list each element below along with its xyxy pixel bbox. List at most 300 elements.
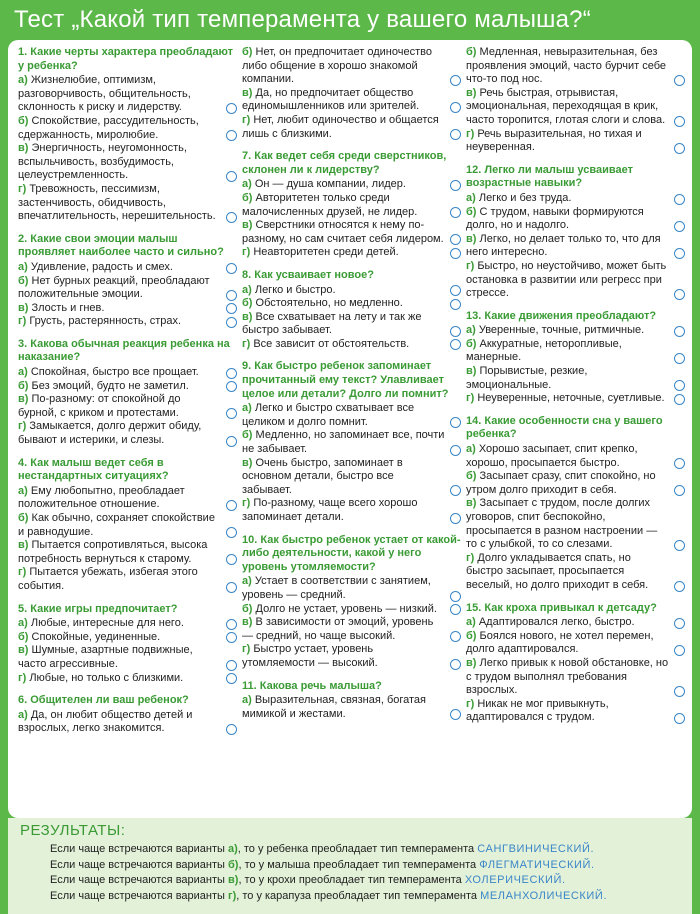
answer-radio[interactable] bbox=[450, 659, 461, 670]
option-text: Устает в соответствии с занятием, уровень — средний. bbox=[242, 575, 431, 601]
answer-radio[interactable] bbox=[450, 102, 461, 113]
answer-option bbox=[242, 192, 462, 219]
option-text: Все зависит от обстоятельств. bbox=[253, 337, 410, 350]
answer-option bbox=[18, 261, 238, 275]
option-text: Замыкается, долго держит обиду, бывают и истерики, и слезы. bbox=[18, 420, 202, 447]
question-number: 1. bbox=[18, 46, 28, 58]
option-letter: а) bbox=[18, 366, 28, 379]
answer-option bbox=[466, 616, 686, 630]
question-text: Как ведет себя среди сверстников, склонен ли к лидерству? bbox=[242, 150, 447, 176]
option-text: Очень быстро, запоминает в основном детали, быстро все забывает. bbox=[242, 456, 403, 496]
option-text: Легко, но делает только то, что для него интересно. bbox=[466, 232, 661, 259]
answer-option bbox=[242, 46, 462, 87]
temperament-type: ХОЛЕРИЧЕСКИЙ. bbox=[464, 874, 566, 886]
results-list bbox=[20, 842, 692, 904]
answer-option bbox=[466, 698, 686, 725]
temperament-type: ФЛЕГМАТИЧЕСКИЙ. bbox=[479, 858, 595, 871]
result-variant: б) bbox=[228, 858, 239, 871]
result-line bbox=[20, 873, 692, 889]
question-block bbox=[466, 46, 686, 155]
option-letter: б) bbox=[466, 470, 477, 483]
option-text: С трудом, навыки формируются долго, но и надолго. bbox=[466, 205, 644, 232]
temperament-type: МЕЛАНХОЛИЧЕСКИЙ. bbox=[480, 889, 608, 902]
option-text: По-разному, чаще всего хорошо запоминает детали. bbox=[242, 497, 418, 523]
result-prefix: Если чаще встречаются варианты bbox=[50, 843, 225, 855]
answer-option bbox=[18, 366, 238, 380]
answer-radio[interactable] bbox=[450, 326, 461, 337]
question-text: Какие движения преобладают? bbox=[484, 309, 657, 322]
result-prefix: Если чаще встречаются варианты bbox=[50, 874, 225, 886]
answer-radio[interactable] bbox=[450, 234, 461, 245]
question-heading bbox=[18, 603, 238, 617]
question-heading bbox=[466, 310, 686, 324]
question-heading bbox=[18, 694, 238, 708]
option-text: По-разному: от спокойной до бурной, с криком и протестами. bbox=[18, 393, 181, 419]
answer-option bbox=[466, 365, 686, 392]
answer-option bbox=[242, 429, 462, 456]
answer-radio[interactable] bbox=[674, 116, 685, 127]
question-block bbox=[242, 360, 462, 524]
answer-radio[interactable] bbox=[674, 289, 685, 300]
result-line bbox=[20, 842, 692, 858]
option-text: Тревожность, пессимизм, застенчивость, обидчивость, впечатлительность, нерешительность. bbox=[18, 182, 216, 223]
answer-option bbox=[242, 575, 462, 602]
option-letter: в) bbox=[242, 310, 253, 323]
answer-option bbox=[18, 183, 238, 224]
answer-radio[interactable] bbox=[226, 368, 237, 379]
answer-option bbox=[242, 284, 462, 298]
question-number: 5. bbox=[18, 602, 28, 615]
answer-radio[interactable] bbox=[674, 686, 685, 697]
question-number: 6. bbox=[18, 694, 28, 707]
answer-option bbox=[18, 115, 238, 142]
result-variant: г) bbox=[228, 889, 237, 902]
answer-radio[interactable] bbox=[674, 353, 685, 364]
question-text: Общителен ли ваш ребенок? bbox=[30, 694, 189, 707]
option-text: Энергичность, неугомонность, вспыльчивость, возбудимость, целеустремленность. bbox=[18, 142, 187, 182]
answer-option bbox=[18, 566, 238, 593]
answer-option bbox=[18, 275, 238, 302]
result-prefix: Если чаще встречаются варианты bbox=[50, 858, 225, 871]
question-number: 7. bbox=[242, 150, 252, 163]
result-variant: в) bbox=[228, 874, 239, 886]
question-heading bbox=[18, 338, 238, 365]
answer-radio[interactable] bbox=[674, 143, 685, 154]
answer-radio[interactable] bbox=[226, 632, 237, 643]
question-number: 10. bbox=[242, 533, 258, 546]
answer-option bbox=[18, 617, 238, 631]
option-text: Неуверенные, неточные, суетливые. bbox=[477, 392, 665, 405]
option-letter: а) bbox=[242, 575, 252, 588]
answer-radio[interactable] bbox=[674, 485, 685, 496]
question-block bbox=[18, 338, 238, 448]
option-letter: а) bbox=[242, 178, 252, 191]
option-letter: в) bbox=[242, 456, 253, 469]
option-text: Адаптировался легко, быстро. bbox=[478, 616, 635, 629]
answer-option bbox=[242, 178, 462, 192]
answer-radio[interactable] bbox=[674, 380, 685, 391]
option-letter: б) bbox=[18, 274, 29, 287]
question-heading bbox=[18, 46, 238, 73]
answer-radio[interactable] bbox=[226, 171, 237, 182]
answer-option bbox=[242, 114, 462, 141]
option-letter: в) bbox=[466, 365, 477, 378]
question-text: Какие особенности сна у вашего ребенка? bbox=[466, 414, 663, 441]
result-variant: а) bbox=[228, 843, 238, 855]
option-text: Грусть, растерянность, страх. bbox=[29, 315, 182, 328]
question-block bbox=[242, 680, 462, 722]
option-letter: а) bbox=[466, 191, 476, 204]
option-letter: г) bbox=[18, 315, 27, 328]
answer-radio[interactable] bbox=[226, 500, 237, 511]
option-text: Жизнелюбие, оптимизм, разговорчивость, общительность, склонность к риску и лидерству. bbox=[18, 74, 191, 114]
column-2 bbox=[242, 46, 462, 818]
question-number: 15. bbox=[466, 601, 482, 614]
option-text: Медленная, невыразительная, без проявления эмоций, часто бурчит себе что-то под нос. bbox=[466, 46, 667, 86]
answer-radio[interactable] bbox=[674, 75, 685, 86]
answer-option bbox=[18, 631, 238, 645]
option-letter: б) bbox=[18, 379, 29, 392]
answer-radio[interactable] bbox=[450, 709, 461, 720]
answer-radio[interactable] bbox=[226, 660, 237, 671]
answer-radio[interactable] bbox=[226, 554, 237, 565]
answer-radio[interactable] bbox=[450, 604, 461, 615]
question-heading bbox=[18, 457, 238, 484]
answer-radio[interactable] bbox=[450, 299, 461, 310]
answer-option bbox=[18, 315, 238, 329]
option-letter: а) bbox=[18, 484, 28, 497]
option-letter: б) bbox=[242, 297, 253, 310]
answer-radio[interactable] bbox=[450, 485, 461, 496]
answer-option bbox=[466, 192, 686, 206]
question-block bbox=[18, 694, 238, 736]
option-text: Уверенные, точные, ритмичные. bbox=[478, 324, 645, 337]
question-block bbox=[18, 603, 238, 686]
option-text: Легко и без труда. bbox=[478, 191, 572, 204]
option-text: Долго не устает, уровень — низкий. bbox=[255, 602, 437, 615]
question-block bbox=[466, 415, 686, 593]
option-letter: г) bbox=[466, 392, 475, 405]
option-letter: а) bbox=[18, 617, 28, 630]
column-1 bbox=[18, 46, 238, 818]
option-text: Нет, он предпочитает одиночество либо общение в хорошо знакомой компании. bbox=[242, 46, 432, 86]
answer-option bbox=[242, 219, 462, 246]
option-letter: г) bbox=[466, 697, 475, 710]
answer-option bbox=[18, 393, 238, 420]
option-letter: а) bbox=[242, 694, 252, 707]
option-text: Легко и быстро. bbox=[254, 283, 336, 296]
answer-radio[interactable] bbox=[226, 582, 237, 593]
option-text: Спокойная, быстро все прощает. bbox=[30, 366, 199, 379]
option-letter: а) bbox=[18, 708, 28, 721]
answer-radio[interactable] bbox=[226, 303, 237, 314]
option-text: Речь быстрая, отрывистая, эмоциональная, переходящая в крик, часто торопится, глотая слоги и слова. bbox=[466, 86, 666, 126]
option-text: Неавторитетен среди детей. bbox=[253, 246, 399, 259]
answer-radio[interactable] bbox=[674, 581, 685, 592]
option-letter: г) bbox=[18, 420, 27, 433]
question-number: 13. bbox=[466, 309, 482, 322]
option-text: Легко и быстро схватывает все целиком и долго помнит. bbox=[242, 402, 415, 428]
option-text: Без эмоций, будто не заметил. bbox=[31, 379, 189, 392]
result-prefix: Если чаще встречаются варианты bbox=[50, 889, 225, 902]
option-letter: г) bbox=[466, 259, 475, 272]
option-text: Удивление, радость и смех. bbox=[30, 260, 173, 273]
answer-radio[interactable] bbox=[450, 180, 461, 191]
answer-radio[interactable] bbox=[674, 713, 685, 724]
answer-option bbox=[242, 694, 462, 721]
answer-radio[interactable] bbox=[450, 285, 461, 296]
option-text: Боялся нового, не хотел перемен, долго адаптировался. bbox=[466, 629, 654, 656]
question-number: 14. bbox=[466, 414, 482, 427]
option-letter: а) bbox=[466, 443, 476, 456]
question-text: Как быстро ребенок устает от какой-либо деятельности, какой у него уровень утомляемости? bbox=[242, 533, 461, 573]
option-letter: а) bbox=[18, 260, 28, 273]
answer-radio[interactable] bbox=[674, 221, 685, 232]
option-text: Ему любопытно, преобладает положительное отношение. bbox=[18, 484, 185, 511]
question-text: Как малыш ведет себя в нестандартных ситуациях? bbox=[18, 456, 169, 483]
option-text: Пытается убежать, избегая этого события. bbox=[18, 566, 198, 592]
option-text: Обстоятельно, но медленно. bbox=[255, 297, 403, 310]
answer-radio[interactable] bbox=[674, 394, 685, 405]
option-letter: г) bbox=[466, 127, 475, 140]
option-text: Быстро устает, уровень утомляемости — высокий. bbox=[242, 643, 378, 669]
option-text: Шумные, азартные подвижные, часто агрессивные. bbox=[18, 644, 193, 670]
question-number: 11. bbox=[242, 679, 257, 692]
question-text: Как быстро ребенок запоминает прочитанный ему текст? Улавливает целое или детали? Долго ли помнит? bbox=[242, 360, 449, 400]
option-text: Порывистые, резкие, эмоциональные. bbox=[466, 365, 588, 391]
answer-option bbox=[18, 142, 238, 183]
question-number: 4. bbox=[18, 456, 28, 469]
question-text: Какова речь малыша? bbox=[259, 679, 382, 692]
question-heading bbox=[466, 164, 686, 191]
option-letter: б) bbox=[242, 46, 253, 58]
answer-radio[interactable] bbox=[226, 673, 237, 684]
question-block bbox=[466, 310, 686, 406]
option-letter: б) bbox=[18, 630, 29, 643]
answer-option bbox=[466, 497, 686, 551]
option-letter: б) bbox=[466, 205, 477, 218]
answer-radio[interactable] bbox=[226, 212, 237, 223]
answer-option bbox=[242, 643, 462, 670]
option-letter: г) bbox=[18, 566, 27, 579]
question-heading bbox=[242, 680, 462, 694]
answer-radio[interactable] bbox=[226, 130, 237, 141]
answer-option bbox=[18, 420, 238, 447]
option-letter: г) bbox=[242, 497, 251, 510]
result-middle: , то у крохи преобладает тип темперамента bbox=[238, 874, 462, 886]
option-text: Быстро, но неустойчиво, может быть остановка в развитии или регресс при стрессе. bbox=[466, 259, 667, 300]
answer-option bbox=[466, 46, 686, 87]
answer-radio[interactable] bbox=[674, 194, 685, 205]
option-letter: б) bbox=[18, 512, 29, 524]
answer-radio[interactable] bbox=[674, 248, 685, 259]
answer-radio[interactable] bbox=[450, 445, 461, 456]
answer-option bbox=[466, 87, 686, 128]
question-block bbox=[242, 150, 462, 260]
option-letter: г) bbox=[18, 182, 27, 195]
option-text: Пытается сопротивляться, высока потребность вернуться к старому. bbox=[18, 539, 208, 565]
answer-radio[interactable] bbox=[226, 724, 237, 735]
option-letter: б) bbox=[466, 46, 477, 58]
option-letter: б) bbox=[242, 429, 253, 442]
option-letter: в) bbox=[18, 539, 29, 552]
answer-radio[interactable] bbox=[226, 103, 237, 114]
answer-option bbox=[242, 311, 462, 338]
answer-radio[interactable] bbox=[674, 618, 685, 629]
answer-option bbox=[242, 497, 462, 524]
result-middle: , то у карапуза преобладает тип темперамента bbox=[236, 889, 478, 902]
option-letter: г) bbox=[242, 113, 251, 126]
question-heading bbox=[242, 534, 462, 575]
answer-radio[interactable] bbox=[674, 540, 685, 551]
option-text: Нет бурных реакций, преобладают положительные эмоции. bbox=[18, 274, 210, 301]
answer-option bbox=[466, 128, 686, 155]
questions-panel bbox=[8, 40, 692, 818]
question-text: Какие черты характера преобладают у ребенка? bbox=[18, 46, 233, 72]
answer-radio[interactable] bbox=[450, 513, 461, 524]
question-block bbox=[242, 534, 462, 671]
option-letter: в) bbox=[466, 86, 477, 99]
answer-option bbox=[18, 644, 238, 671]
answer-option bbox=[466, 470, 686, 497]
answer-radio[interactable] bbox=[450, 207, 461, 218]
answer-option bbox=[466, 392, 686, 406]
question-heading bbox=[242, 269, 462, 283]
option-letter: г) bbox=[242, 643, 251, 656]
option-letter: г) bbox=[242, 337, 251, 350]
option-letter: г) bbox=[466, 551, 475, 564]
column-3 bbox=[466, 46, 686, 818]
question-text: Какие свои эмоции малыш проявляет наиболее часто и сильно? bbox=[18, 232, 224, 259]
answer-radio[interactable] bbox=[226, 290, 237, 301]
temperament-type: САНГВИНИЧЕСКИЙ. bbox=[477, 843, 595, 855]
question-number: 12. bbox=[466, 163, 482, 176]
answer-radio[interactable] bbox=[450, 129, 461, 140]
question-number: 8. bbox=[242, 268, 252, 281]
option-letter: б) bbox=[466, 629, 477, 642]
option-text: Да, он любит общество детей и взрослых, легко знакомится. bbox=[18, 708, 193, 735]
answer-option bbox=[18, 709, 238, 736]
option-text: Злость и гнев. bbox=[31, 301, 105, 314]
question-block bbox=[242, 46, 462, 141]
answer-option bbox=[466, 206, 686, 233]
answer-option bbox=[466, 338, 686, 365]
option-text: Медленно, но запоминает все, почти не забывает. bbox=[242, 429, 445, 456]
option-letter: а) bbox=[466, 616, 476, 629]
question-text: Какие игры предпочитает? bbox=[30, 602, 178, 615]
answer-radio[interactable] bbox=[226, 408, 237, 419]
answer-option bbox=[242, 616, 462, 643]
question-block bbox=[466, 602, 686, 725]
answer-option bbox=[466, 552, 686, 593]
answer-radio[interactable] bbox=[226, 381, 237, 392]
option-text: Все схватывает на лету и так же быстро забывает. bbox=[242, 310, 422, 337]
question-text: Легко ли малыш усваивает возрастные навыки? bbox=[466, 163, 633, 190]
answer-option bbox=[242, 338, 462, 352]
option-text: Спокойствие, рассудительность, сдержанность, миролюбие. bbox=[18, 114, 199, 141]
option-text: Долго укладывается спать, но быстро засыпает, просыпается веселый, но долго приходит в себя. bbox=[466, 551, 649, 591]
option-text: Да, но предпочитает общество единомышленников или зрителей. bbox=[242, 86, 420, 113]
option-letter: в) bbox=[242, 616, 253, 629]
answer-option bbox=[466, 630, 686, 657]
answer-option bbox=[242, 297, 462, 311]
answer-option bbox=[466, 657, 686, 698]
answer-radio[interactable] bbox=[226, 263, 237, 274]
question-heading bbox=[18, 233, 238, 260]
answer-option bbox=[242, 402, 462, 429]
option-text: Засыпает с трудом, после долгих уговоров, спит беспокойно, просыпается в разном настроении — то с улыбкой, то со слезами. bbox=[466, 497, 658, 551]
question-text: Как кроха привыкал к детсаду? bbox=[484, 601, 657, 614]
option-letter: в) bbox=[466, 497, 477, 510]
answer-radio[interactable] bbox=[226, 436, 237, 447]
answer-option bbox=[242, 87, 462, 114]
question-block bbox=[18, 457, 238, 594]
option-letter: г) bbox=[242, 246, 251, 259]
question-heading bbox=[466, 602, 686, 616]
page-title: Тест „Какой тип темперамента у вашего малыша?“ bbox=[14, 6, 591, 33]
answer-radio[interactable] bbox=[674, 326, 685, 337]
question-block bbox=[18, 233, 238, 329]
answer-radio[interactable] bbox=[450, 417, 461, 428]
answer-option bbox=[18, 512, 238, 539]
option-letter: в) bbox=[18, 142, 29, 155]
question-text: Как усваивает новое? bbox=[254, 268, 374, 281]
answer-radio[interactable] bbox=[674, 458, 685, 469]
option-letter: в) bbox=[18, 644, 29, 657]
option-letter: б) bbox=[242, 191, 253, 204]
option-letter: в) bbox=[466, 656, 477, 669]
question-text: Какова обычная реакция ребенка на наказание? bbox=[18, 337, 230, 364]
option-text: Любые, интересные для него. bbox=[30, 617, 184, 630]
answer-radio[interactable] bbox=[450, 591, 461, 602]
answer-radio[interactable] bbox=[450, 339, 461, 350]
answer-option bbox=[18, 672, 238, 686]
answer-radio[interactable] bbox=[674, 645, 685, 656]
option-letter: в) bbox=[466, 232, 477, 245]
option-text: Аккуратные, неторопливые, манерные. bbox=[466, 337, 622, 364]
option-letter: а) bbox=[242, 283, 252, 296]
option-text: Как обычно, сохраняет спокойствие и равнодушие. bbox=[18, 512, 215, 538]
answer-radio[interactable] bbox=[226, 619, 237, 630]
option-text: Авторитетен только среди малочисленных друзей, не лидер. bbox=[242, 191, 418, 218]
answer-radio[interactable] bbox=[226, 317, 237, 328]
answer-option bbox=[466, 324, 686, 338]
question-block bbox=[242, 269, 462, 352]
option-letter: б) bbox=[466, 337, 477, 350]
option-text: Засыпает сразу, спит спокойно, но утром долго приходит в себя. bbox=[466, 470, 656, 496]
option-letter: г) bbox=[18, 671, 27, 684]
option-letter: а) bbox=[242, 402, 252, 415]
answer-option bbox=[466, 260, 686, 301]
option-letter: б) bbox=[242, 602, 253, 615]
option-text: Хорошо засыпает, спит крепко, хорошо, просыпается быстро. bbox=[466, 443, 638, 469]
option-letter: в) bbox=[242, 219, 253, 232]
answer-radio[interactable] bbox=[450, 75, 461, 86]
result-line bbox=[20, 858, 692, 874]
answer-option bbox=[18, 302, 238, 316]
question-number: 9. bbox=[242, 360, 252, 373]
answer-radio[interactable] bbox=[450, 631, 461, 642]
answer-option bbox=[18, 380, 238, 394]
answer-radio[interactable] bbox=[450, 248, 461, 259]
answer-option bbox=[18, 74, 238, 115]
option-text: Никак не мог привыкнуть, адаптировался с трудом. bbox=[466, 697, 609, 724]
results-heading: РЕЗУЛЬТАТЫ: bbox=[20, 822, 126, 839]
option-letter: б) bbox=[18, 114, 29, 127]
question-number: 3. bbox=[18, 337, 28, 350]
answer-radio[interactable] bbox=[226, 527, 237, 538]
question-number: 2. bbox=[18, 232, 28, 245]
